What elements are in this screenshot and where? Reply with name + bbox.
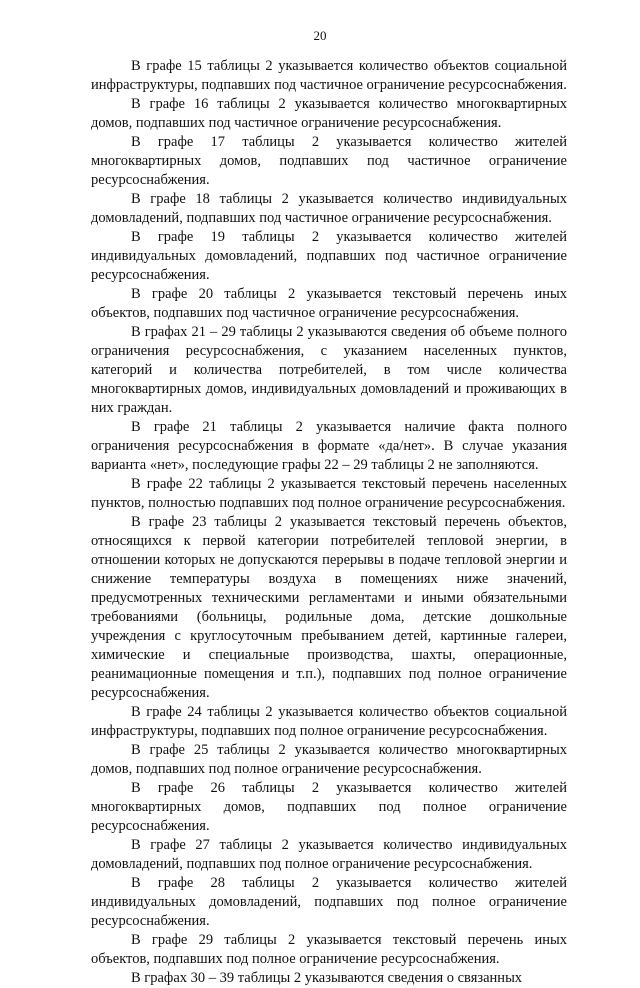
- paragraph-graph-17: В графе 17 таблицы 2 указывается количество жителей многоквартирных домов, подпавших под частичное ограничение ресурсоснабжения.: [91, 134, 567, 188]
- paragraph-graphs-30-39: В графах 30 – 39 таблицы 2 указываются сведения о связанных: [131, 970, 523, 986]
- paragraph-graph-21: В графе 21 таблицы 2 указывается наличие факта полного ограничения ресурсоснабжения в формате «да/нет». В случае указания варианта «нет», последующие графы 22 – 29 таблицы 2 не заполняются.: [91, 419, 567, 473]
- paragraph-graph-29: В графе 29 таблицы 2 указывается текстовый перечень иных объектов, подпавших под полное ограничение ресурсоснабжения.: [91, 932, 567, 967]
- paragraph-graph-18: В графе 18 таблицы 2 указывается количество индивидуальных домовладений, подпавших под частичное ограничение ресурсоснабжения.: [91, 191, 567, 226]
- paragraph-graph-28: В графе 28 таблицы 2 указывается количество жителей индивидуальных домовладений, подпавших под полное ограничение ресурсоснабжения.: [91, 875, 567, 929]
- paragraph-graph-23: В графе 23 таблицы 2 указывается текстовый перечень объектов, относящихся к первой категории потребителей тепловой энергии, в отношении которых не допускаются перерывы в подаче тепловой энергии и снижение температуры воздуха в помещениях ниже значений, предусмотренных техническими регламентами и иными обязательными требованиями (больницы, родильные дома, детские дошкольные учреждения с круглосуточным пребыванием детей, картинные галереи, химические и специальные производства, шахты, операционные, реанимационные помещения и т.п.), подпавших под полное ограничение ресурсоснабжения.: [91, 514, 567, 701]
- paragraph-graph-22: В графе 22 таблицы 2 указывается текстовый перечень населенных пунктов, полностью подпавших под полное ограничение ресурсоснабжения.: [91, 476, 567, 511]
- paragraph-graph-15: В графе 15 таблицы 2 указывается количество объектов социальной инфраструктуры, подпавших под частичное ограничение ресурсоснабжения.: [91, 58, 567, 93]
- paragraph-graph-27: В графе 27 таблицы 2 указывается количество индивидуальных домовладений, подпавших под полное ограничение ресурсоснабжения.: [91, 837, 567, 872]
- paragraph-graph-19: В графе 19 таблицы 2 указывается количество жителей индивидуальных домовладений, подпавших под частичное ограничение ресурсоснабжения.: [91, 229, 567, 283]
- paragraph-graphs-21-29: В графах 21 – 29 таблицы 2 указываются сведения об объеме полного ограничения ресурсоснабжения, с указанием населенных пунктов, категорий и количества потребителей, в том числе количества многоквартирных домов, индивидуальных домовладений и проживающих в них граждан.: [91, 324, 567, 416]
- paragraph-graph-25: В графе 25 таблицы 2 указывается количество многоквартирных домов, подпавших под полное ограничение ресурсоснабжения.: [91, 742, 567, 777]
- page-number: 20: [313, 28, 327, 43]
- paragraph-graph-16: В графе 16 таблицы 2 указывается количество многоквартирных домов, подпавших под частичное ограничение ресурсоснабжения.: [91, 96, 567, 131]
- document-body: [91, 57, 567, 988]
- paragraph-graph-20: В графе 20 таблицы 2 указывается текстовый перечень иных объектов, подпавших под частичное ограничение ресурсоснабжения.: [91, 286, 567, 321]
- paragraph-graph-26: В графе 26 таблицы 2 указывается количество жителей многоквартирных домов, подпавших под полное ограничение ресурсоснабжения.: [91, 780, 567, 834]
- paragraph-graph-24: В графе 24 таблицы 2 указывается количество объектов социальной инфраструктуры, подпавших под полное ограничение ресурсоснабжения.: [91, 704, 567, 739]
